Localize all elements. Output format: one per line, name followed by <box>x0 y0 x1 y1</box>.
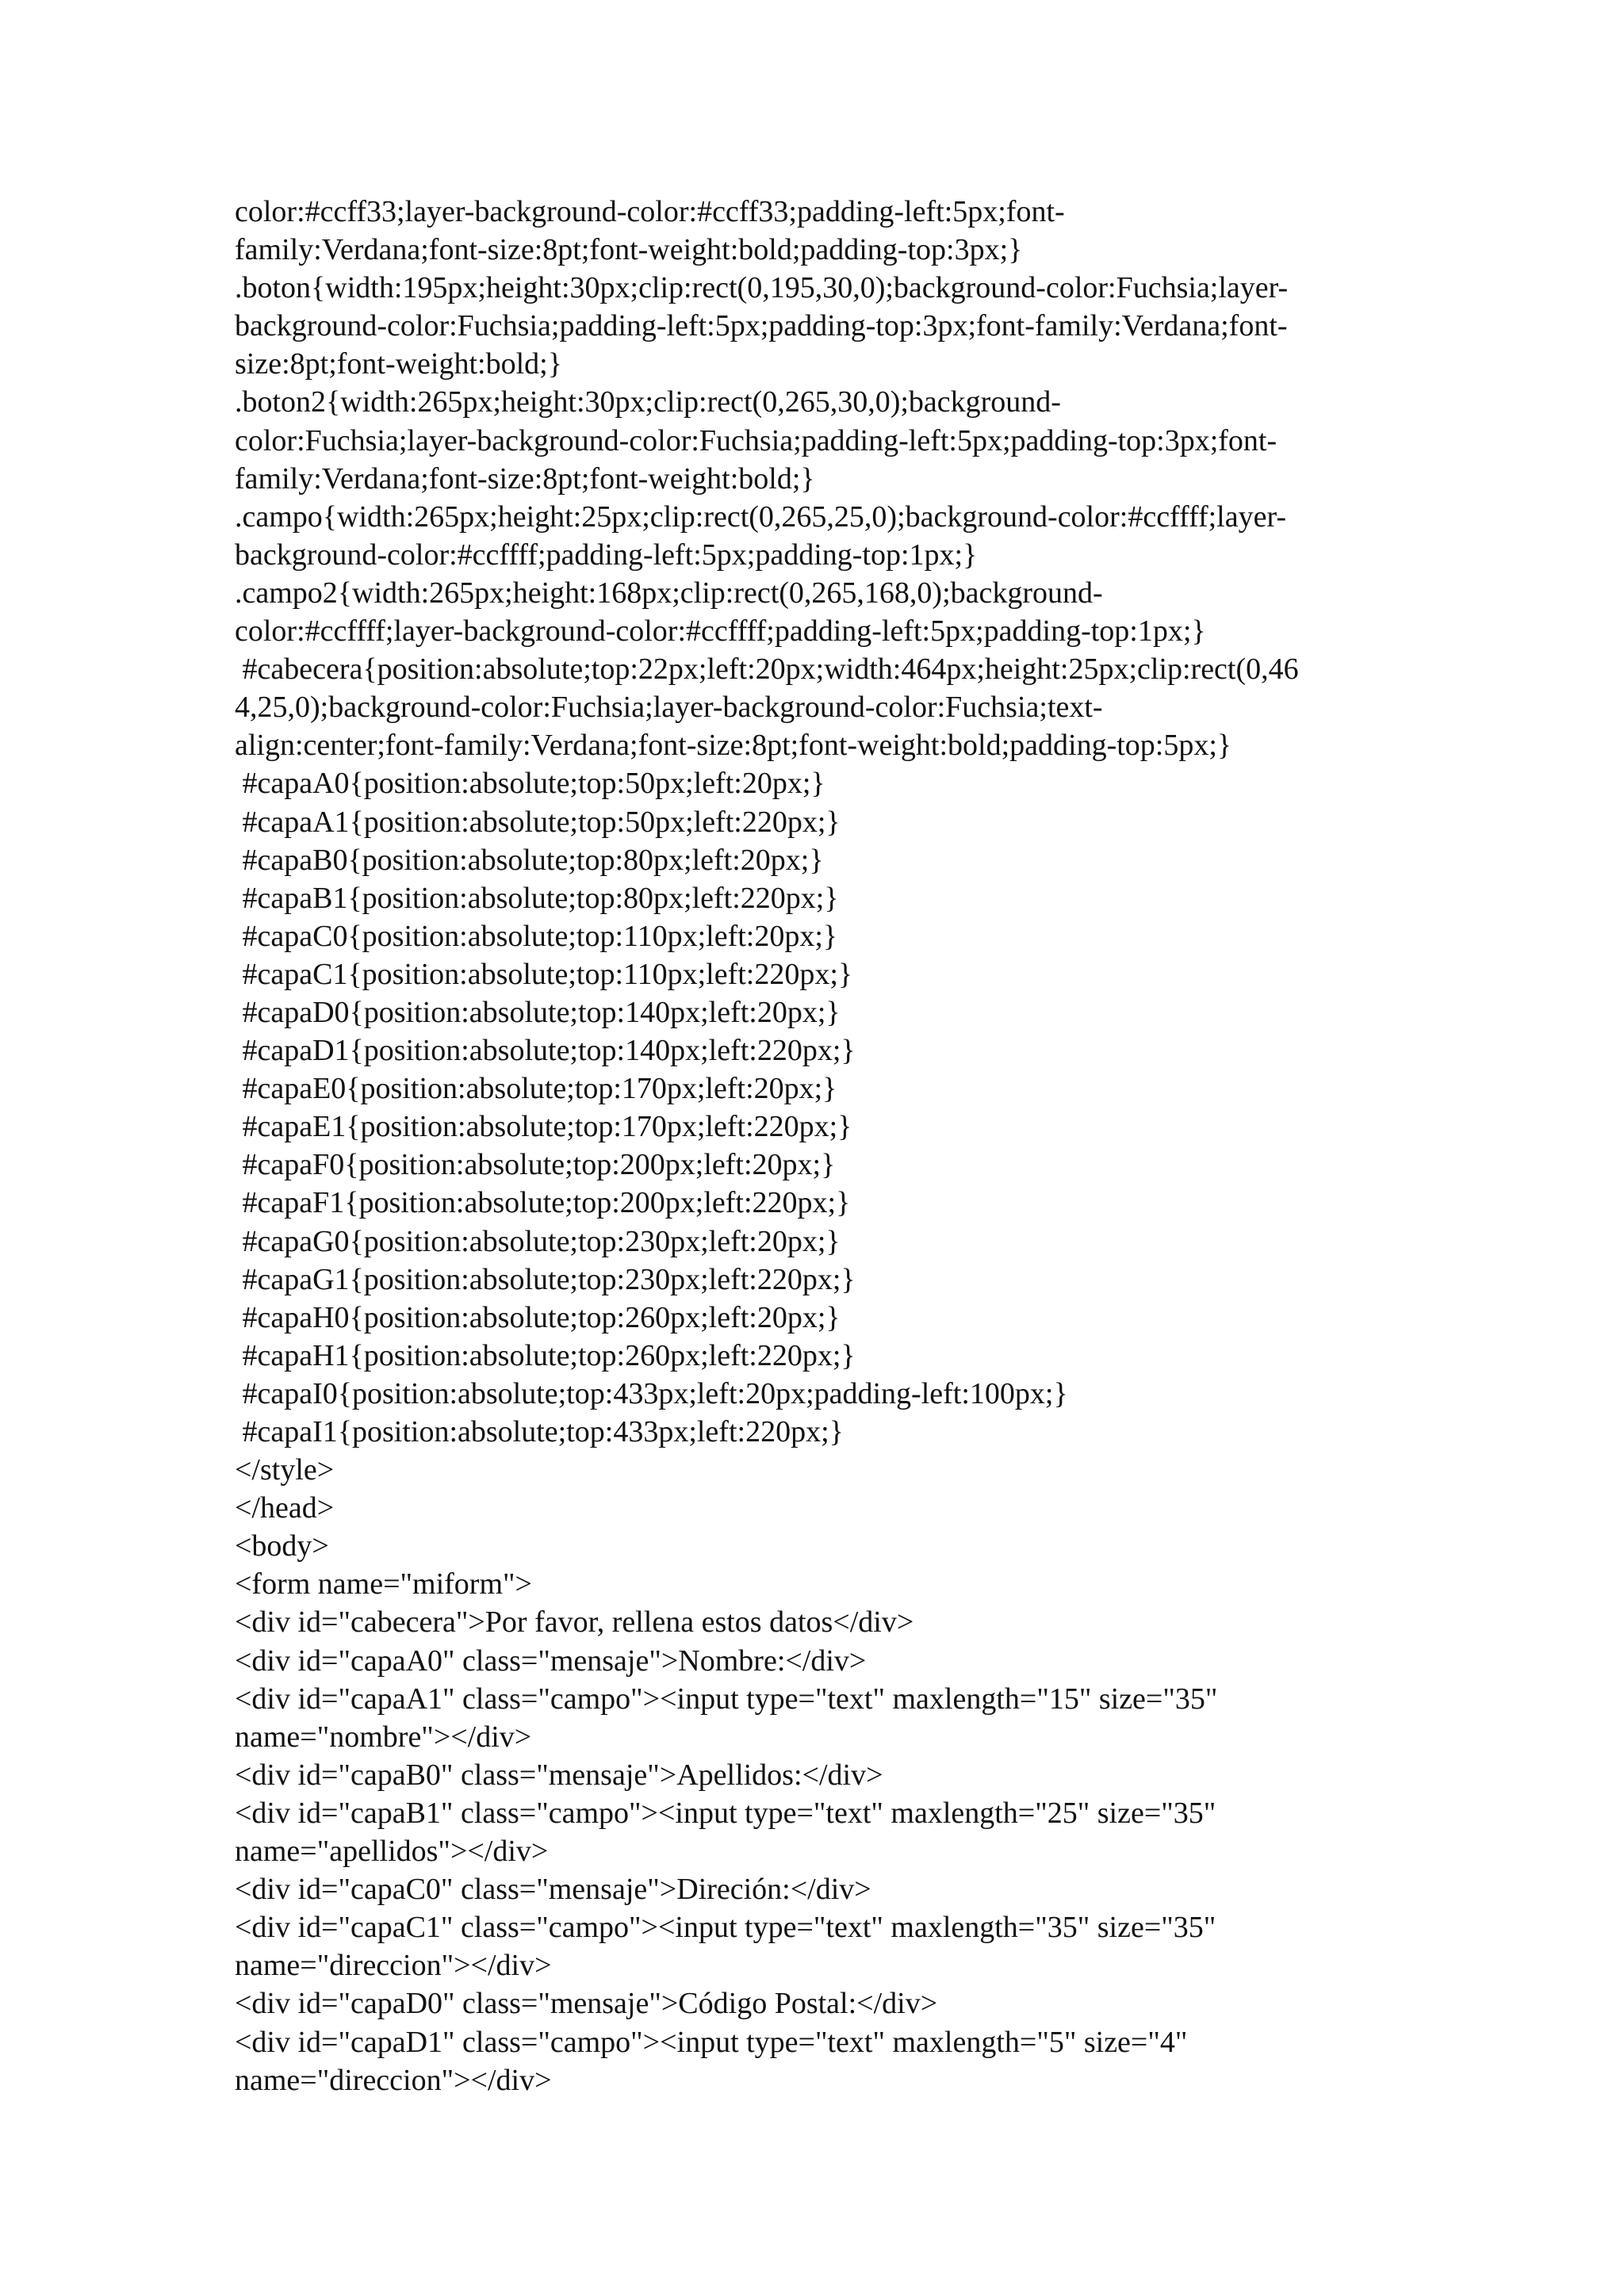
code-line: #capaC1{position:absolute;top:110px;left:220px;} <box>235 957 853 991</box>
code-line: .campo2{width:265px;height:168px;clip:rect(0,265,168,0);background- <box>235 576 1103 610</box>
code-line: #capaF0{position:absolute;top:200px;left:20px;} <box>235 1148 836 1182</box>
code-line: #capaE1{position:absolute;top:170px;left:220px;} <box>235 1110 852 1144</box>
code-line: <form name="miform"> <box>235 1567 532 1601</box>
code-line: #capaG1{position:absolute;top:230px;left:220px;} <box>235 1262 856 1296</box>
code-line: .boton{width:195px;height:30px;clip:rect(0,195,30,0);background-color:Fuchsia;layer- <box>235 271 1289 305</box>
code-line: <div id="capaA1" class="campo"><input type="text" maxlength="15" size="35" <box>235 1682 1218 1716</box>
code-line: background-color:Fuchsia;padding-left:5px;padding-top:3px;font-family:Verdana;font- <box>235 309 1288 343</box>
code-line: #capaD0{position:absolute;top:140px;left:20px;} <box>235 995 841 1029</box>
code-line: <body> <box>235 1529 329 1563</box>
code-line: #capaD1{position:absolute;top:140px;left:220px;} <box>235 1034 856 1068</box>
code-line: background-color:#ccffff;padding-left:5px;padding-top:1px;} <box>235 538 978 572</box>
code-line: #capaF1{position:absolute;top:200px;left:220px;} <box>235 1186 851 1220</box>
code-line: #capaH1{position:absolute;top:260px;left:220px;} <box>235 1338 856 1372</box>
code-line: #capaC0{position:absolute;top:110px;left:20px;} <box>235 919 838 953</box>
code-line: size:8pt;font-weight:bold;} <box>235 347 562 381</box>
code-line: #capaA0{position:absolute;top:50px;left:20px;} <box>235 767 825 801</box>
code-line: color:Fuchsia;layer-background-color:Fuchsia;padding-left:5px;padding-top:3px;font- <box>235 423 1277 457</box>
code-line: family:Verdana;font-size:8pt;font-weight:bold;padding-top:3px;} <box>235 233 1023 267</box>
code-line: name="apellidos"></div> <box>235 1835 549 1869</box>
code-line: color:#ccffff;layer-background-color:#ccffff;padding-left:5px;padding-top:1px;} <box>235 614 1206 649</box>
code-line: .boton2{width:265px;height:30px;clip:rect(0,265,30,0);background- <box>235 385 1061 419</box>
code-line: #capaE0{position:absolute;top:170px;left:20px;} <box>235 1072 837 1106</box>
code-line: <div id="capaB0" class="mensaje">Apellidos:</div> <box>235 1758 883 1792</box>
code-line: </head> <box>235 1491 335 1525</box>
code-line: <div id="capaD0" class="mensaje">Código Postal:</div> <box>235 1987 938 2021</box>
code-line: <div id="capaB1" class="campo"><input type="text" maxlength="25" size="35" <box>235 1796 1216 1830</box>
code-line: align:center;font-family:Verdana;font-size:8pt;font-weight:bold;padding-top:5px;} <box>235 729 1232 763</box>
code-line: .campo{width:265px;height:25px;clip:rect(0,265,25,0);background-color:#ccffff;layer- <box>235 499 1287 534</box>
code-line: name="nombre"></div> <box>235 1720 532 1754</box>
code-line: name="direccion"></div> <box>235 1949 552 1983</box>
code-listing <box>235 193 1400 2099</box>
code-line: family:Verdana;font-size:8pt;font-weight:bold;} <box>235 461 815 496</box>
code-line: #capaG0{position:absolute;top:230px;left:20px;} <box>235 1224 841 1258</box>
code-line: <div id="cabecera">Por favor, rellena estos datos</div> <box>235 1605 914 1640</box>
code-line: #capaH0{position:absolute;top:260px;left:20px;} <box>235 1300 841 1334</box>
code-line: </style> <box>235 1453 335 1487</box>
code-line: name="direccion"></div> <box>235 2063 552 2097</box>
code-line: #capaA1{position:absolute;top:50px;left:220px;} <box>235 805 841 839</box>
code-line: color:#ccff33;layer-background-color:#ccff33;padding-left:5px;font- <box>235 195 1065 228</box>
code-line: 4,25,0);background-color:Fuchsia;layer-background-color:Fuchsia;text- <box>235 691 1103 725</box>
code-line: #capaI0{position:absolute;top:433px;left:20px;padding-left:100px;} <box>235 1376 1068 1410</box>
code-line: #capaI1{position:absolute;top:433px;left:220px;} <box>235 1415 844 1448</box>
code-line: #capaB0{position:absolute;top:80px;left:20px;} <box>235 843 824 877</box>
code-line: <div id="capaD1" class="campo"><input type="text" maxlength="5" size="4" <box>235 2025 1188 2059</box>
code-line: <div id="capaC0" class="mensaje">Direción:</div> <box>235 1873 871 1907</box>
code-line: <div id="capaA0" class="mensaje">Nombre:</div> <box>235 1644 867 1678</box>
code-line: #capaB1{position:absolute;top:80px;left:220px;} <box>235 881 839 915</box>
code-line: #cabecera{position:absolute;top:22px;left:20px;width:464px;height:25px;clip:rect(0,46 <box>235 652 1299 687</box>
code-line: <div id="capaC1" class="campo"><input type="text" maxlength="35" size="35" <box>235 1911 1216 1945</box>
